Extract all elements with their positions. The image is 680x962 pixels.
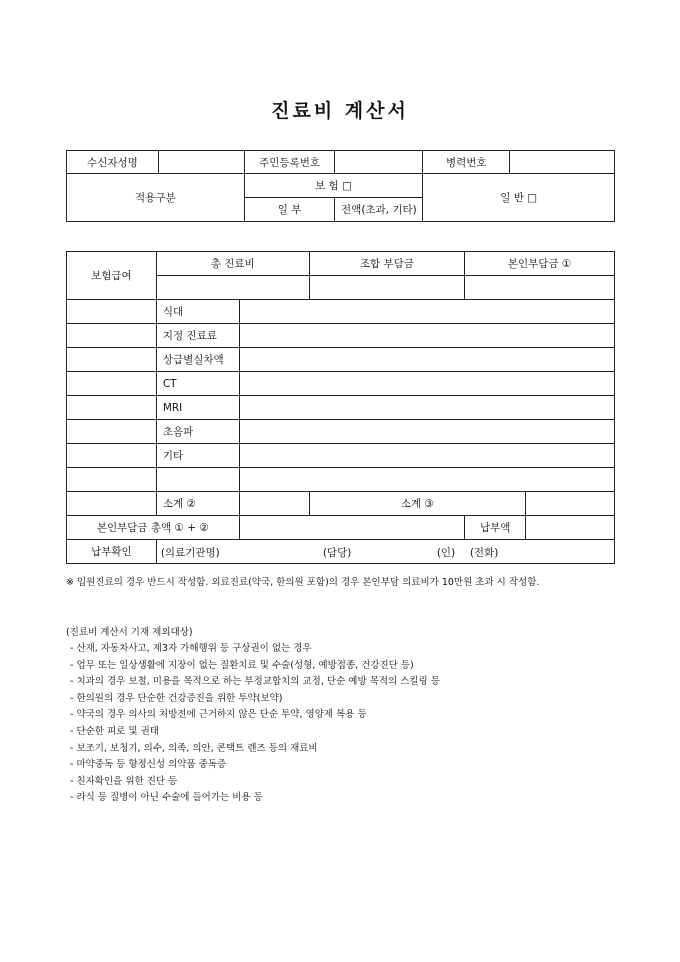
table-row [67, 372, 157, 396]
patient-number-label: 병력번호 [423, 151, 510, 174]
institution-label: (의료기관명) [160, 546, 220, 559]
item-ultrasound-label: 초음파 [156, 420, 239, 444]
item-designated-fee-field[interactable] [239, 324, 614, 348]
total-fee-label: 총 진료비 [156, 252, 309, 276]
item-ultrasound-field[interactable] [239, 420, 614, 444]
recipient-name-field[interactable] [158, 151, 244, 174]
insurance-option[interactable]: 보 험 □ [244, 174, 423, 198]
list-item: - 업무 또는 일상생활에 지장이 없는 질환치료 및 수술(성형, 예방접종, 건강진단 등) [70, 659, 414, 671]
patient-number-field[interactable] [510, 151, 615, 174]
self-pay-field[interactable] [465, 276, 615, 300]
item-meals-field[interactable] [239, 300, 614, 324]
resident-number-label: 주민등록번호 [244, 151, 335, 174]
table-row [67, 444, 157, 468]
note-text: ※ 입원진료의 경우 반드시 작성함. 외료진료(약국, 한의원 포함)의 경우 본인부담 의료비가 10만원 초과 시 작성함. [66, 577, 540, 588]
paid-amount-field[interactable] [526, 516, 615, 540]
item-ct-field[interactable] [239, 372, 614, 396]
table-row [67, 348, 157, 372]
self-pay-label: 본인부담금 ① [465, 252, 615, 276]
subtotal3-field[interactable] [526, 492, 615, 516]
list-item: - 보조기, 보청기, 의수, 의족, 의안, 콘택트 렌즈 등의 재료비 [70, 742, 318, 754]
phone-label: (전화) [469, 546, 499, 559]
list-item: - 치과의 경우 보철, 미용을 목적으로 하는 부정교합치의 교정, 단순 예방 목적의 스킬링 등 [70, 676, 440, 688]
payment-confirm-row[interactable] [156, 540, 614, 564]
page-title: 진료비 계산서 [271, 100, 409, 122]
table-row [67, 468, 157, 492]
list-item: - 라식 등 질병이 아닌 수술에 들어가는 비용 등 [70, 792, 263, 804]
blank-item-field[interactable] [239, 468, 614, 492]
self-pay-total-label: 본인부담금 총액 ① + ② [67, 516, 240, 540]
item-meals-label: 식대 [156, 300, 239, 324]
general-option[interactable]: 일 반 □ [423, 174, 615, 222]
table-row [67, 420, 157, 444]
item-designated-fee-label: 지정 진료료 [156, 324, 239, 348]
item-ct-label: CT [156, 372, 239, 396]
table-row [67, 492, 157, 516]
union-share-label: 조합 부담금 [309, 252, 465, 276]
paid-amount-label: 납부액 [465, 516, 526, 540]
list-item: - 산재, 자동차사고, 제3자 가해행위 등 구상권이 없는 경우 [70, 643, 312, 654]
list-item: - 마약중독 등 향정신성 의약품 중독증 [70, 759, 227, 771]
item-mri-label: MRI [156, 396, 239, 420]
self-pay-total-field[interactable] [239, 516, 465, 540]
subtotal2-label: 소계 ② [156, 492, 239, 516]
list-item: - 약국의 경우 의사의 처방전에 근거하지 않은 단순 투약, 영양제 복용 등 [70, 709, 367, 721]
table-row [67, 324, 157, 348]
seal-label: (인) [436, 546, 456, 559]
table-row [67, 300, 157, 324]
item-mri-field[interactable] [239, 396, 614, 420]
person-in-charge-label: (담당) [322, 546, 352, 559]
fee-table [66, 251, 615, 564]
partial-label: 일 부 [244, 198, 335, 222]
resident-number-field[interactable] [335, 151, 423, 174]
coverage-type-label: 적용구분 [67, 174, 245, 222]
exclusions-heading: (진료비 계산서 기재 제외대상) [66, 627, 193, 638]
item-room-diff-field[interactable] [239, 348, 614, 372]
full-amount-option[interactable]: 전액(초과, 기타) [335, 198, 423, 222]
recipient-name-label: 수신자성명 [67, 151, 159, 174]
list-item: - 친자확인을 위한 진단 등 [70, 775, 178, 787]
payment-confirm-label: 납부확인 [67, 540, 157, 564]
table-row [67, 396, 157, 420]
item-other-field[interactable] [239, 444, 614, 468]
item-other-label: 기타 [156, 444, 239, 468]
list-item: - 단순한 피로 및 권태 [70, 725, 159, 737]
subtotal2-field[interactable] [239, 492, 309, 516]
exclusions-list [70, 641, 440, 807]
list-item: - 한의원의 경우 단순한 건강증진을 위한 투약(보약) [70, 692, 283, 704]
blank-item-cell[interactable] [156, 468, 239, 492]
header-table [66, 150, 615, 222]
insurance-benefit-label: 보험급여 [67, 252, 157, 300]
total-fee-field[interactable] [156, 276, 309, 300]
union-share-field[interactable] [309, 276, 465, 300]
item-room-diff-label: 상급별실차액 [156, 348, 239, 372]
subtotal3-label: 소계 ③ [309, 492, 526, 516]
